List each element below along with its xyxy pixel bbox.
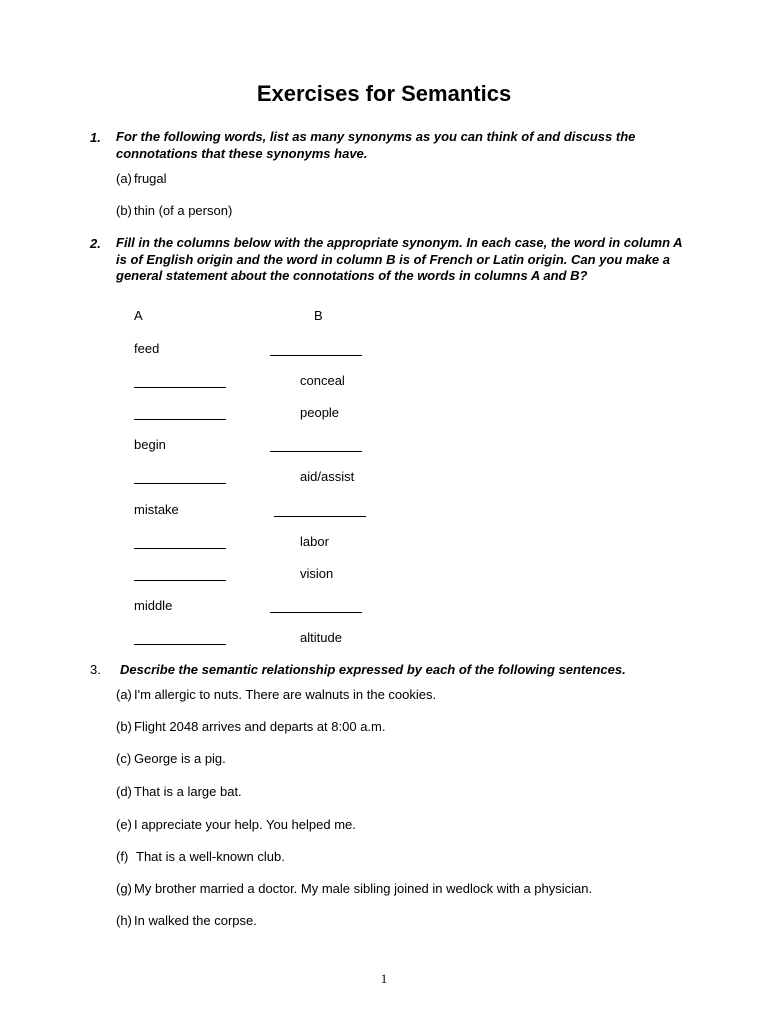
question-3-item-f [116,849,285,864]
page-number: 1 [380,971,388,986]
question-3-text: Describe the semantic relationship expressed by each of the following sentences. [120,662,626,677]
item-text: I'm allergic to nuts. There are walnuts in the cookies. [134,687,437,702]
item-label: (b) [116,719,132,734]
column-a-word: middle [134,598,173,613]
answer-blank [274,516,366,517]
item-label: (f) [116,849,129,864]
item-text: That is a well-known club. [136,849,285,864]
item-text: I appreciate your help. You helped me. [134,817,356,832]
item-label: (e) [116,817,132,832]
item-text: thin (of a person) [134,203,233,218]
column-b-word: aid/assist [300,469,355,484]
page-title: Exercises for Semantics [256,81,512,106]
column-a-word: mistake [134,502,179,517]
question-3-item-a [116,687,436,702]
item-label: (b) [116,203,132,218]
answer-blank [134,419,226,420]
answer-blank [134,387,226,388]
item-label: (c) [116,751,132,766]
answer-blank [134,548,226,549]
answer-blank [134,483,226,484]
column-b-word: conceal [300,373,345,388]
item-label: (d) [116,784,132,799]
item-text: That is a large bat. [134,784,242,799]
item-text: In walked the corpse. [134,913,257,928]
question-3-item-c [116,751,226,766]
column-b-word: labor [300,534,329,549]
answer-blank [134,580,226,581]
answer-blank [270,451,362,452]
column-b-word: people [300,405,340,420]
column-a-word: feed [134,341,160,356]
question-3-item-d [116,784,242,799]
question-1-item-b [116,203,232,218]
item-text: My brother married a doctor. My male sibling joined in wedlock with a physician. [134,881,593,896]
column-a-word: begin [134,437,166,452]
item-label: (a) [116,171,132,186]
question-3-number: 3. [90,662,101,677]
item-label: (a) [116,687,132,702]
column-b-word: altitude [300,630,342,645]
question-1-text: For the following words, list as many synonyms as you can think of and discuss the connotations that these synonyms have. [116,129,636,161]
question-2-text: Fill in the columns below with the appropriate synonym. In each case, the word in column A is of English origin and the word in column B is of French or Latin origin. Can you make a general statement about the connotations of the words in columns A and B? [116,235,683,283]
item-label: (g) [116,881,132,896]
column-b-header: B [314,308,323,323]
answer-blank [270,355,362,356]
item-text: Flight 2048 arrives and departs at 8:00 a.m. [134,719,386,734]
question-3-item-b [116,719,385,734]
column-b-word: vision [300,566,334,581]
answer-blank [270,612,362,613]
column-a-header: A [134,308,143,323]
question-1-number: 1. [90,130,101,145]
question-3-item-g [116,881,592,896]
question-2-number: 2. [90,236,101,251]
item-label: (h) [116,913,132,928]
question-3-item-e [116,817,356,832]
item-text: George is a pig. [134,751,226,766]
question-1-item-a [116,171,167,186]
answer-blank [134,644,226,645]
question-3-item-h [116,913,257,928]
item-text: frugal [134,171,167,186]
